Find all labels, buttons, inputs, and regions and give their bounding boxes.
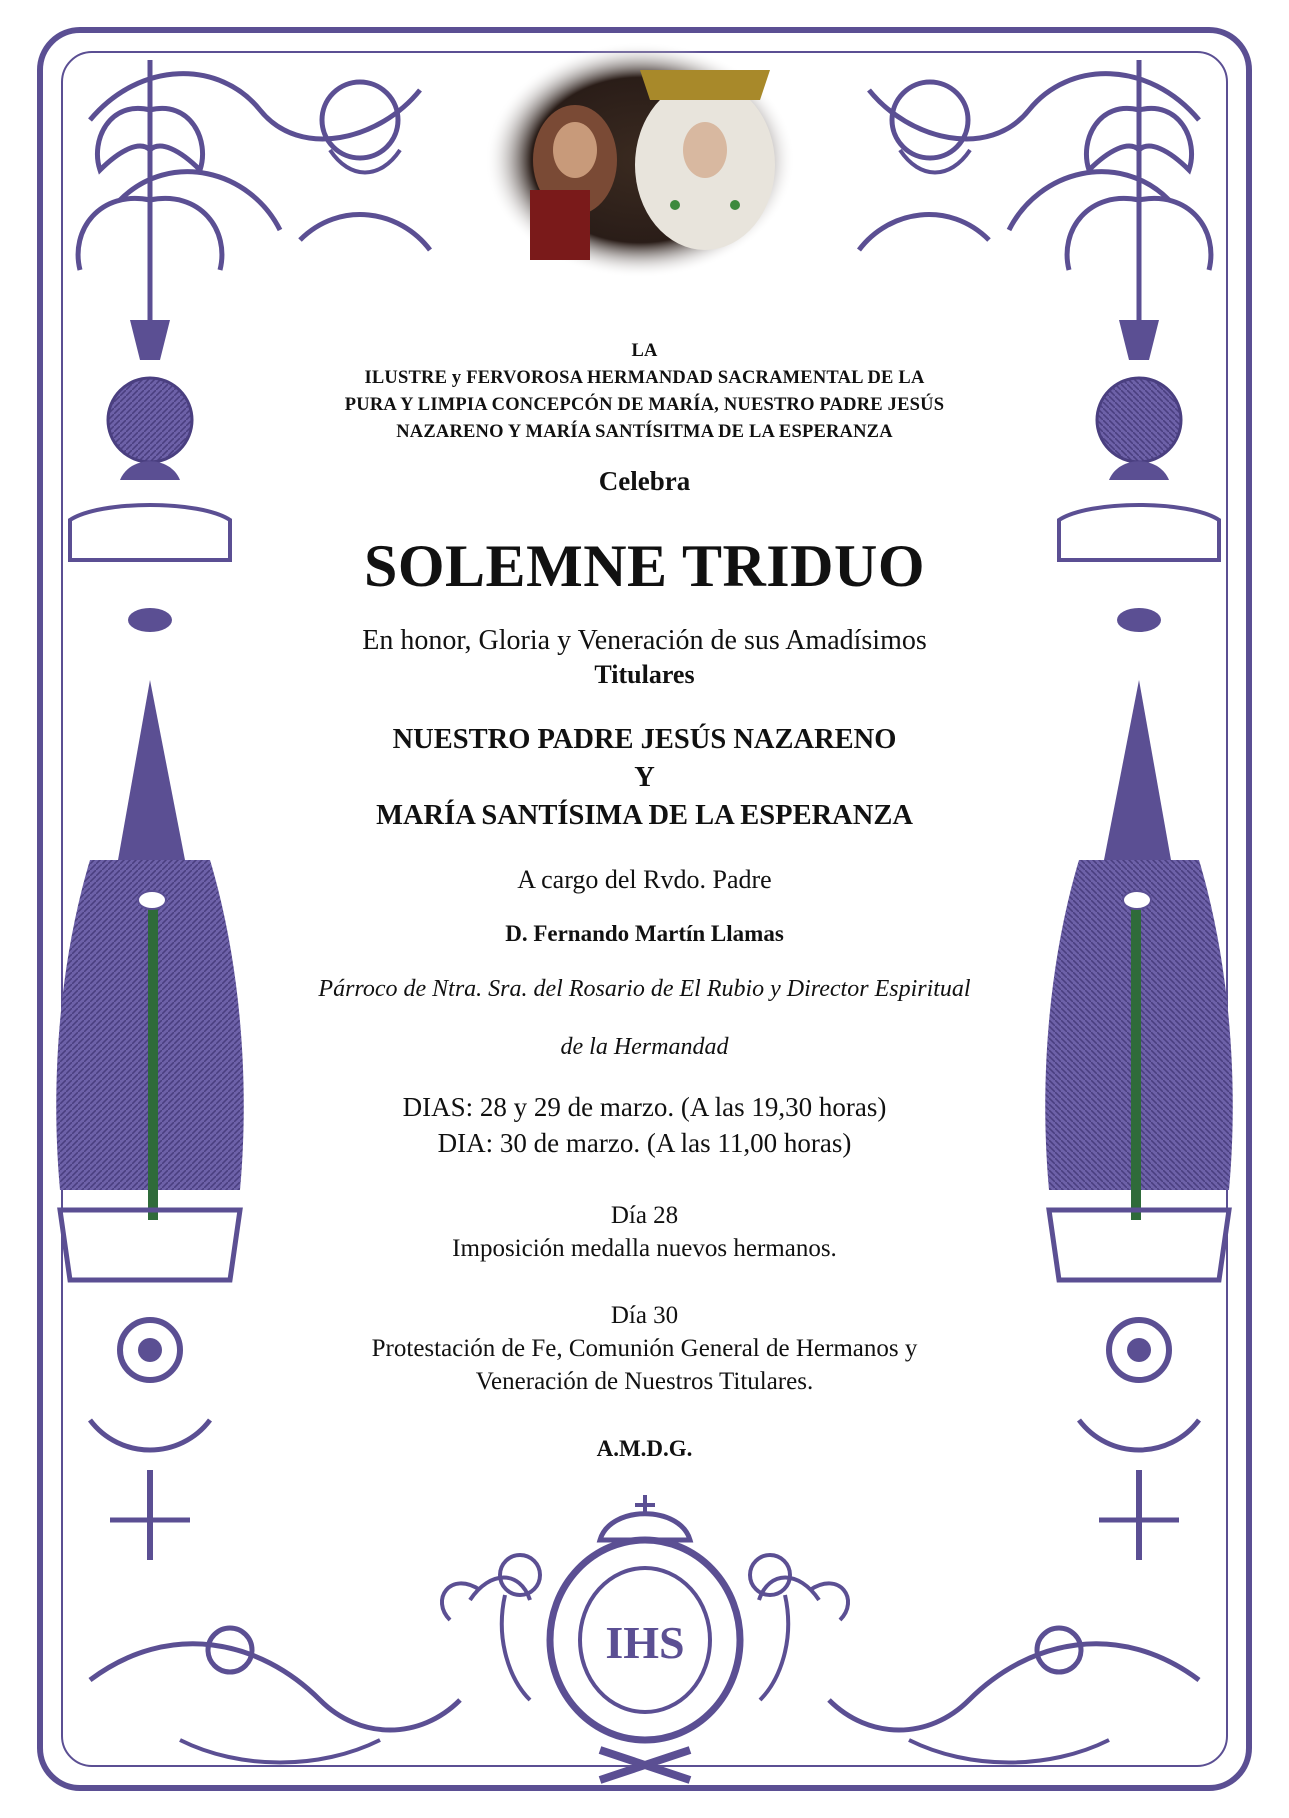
- header-line-3: PURA Y LIMPIA CONCEPCÓN DE MARÍA, NUESTRO PADRE JESÚS: [344, 395, 945, 415]
- day30-text-1: Protestación de Fe, Comunión General de Hermanos y: [371, 1335, 918, 1362]
- ihs-monogram: IHS: [605, 1617, 685, 1668]
- day30-heading: Día 30: [610, 1302, 679, 1329]
- nazareno-penitent-icon: [56, 680, 244, 1220]
- cherub-left-icon: [442, 1555, 540, 1700]
- nazareno-penitent-icon: [1045, 680, 1233, 1220]
- cherub-right-icon: [750, 1555, 848, 1700]
- bottom-ornament: [90, 1578, 1199, 1763]
- header-line-1: LA: [631, 341, 658, 361]
- schedule-line-2: DIA: 30 de marzo. (A las 11,00 horas): [437, 1128, 852, 1158]
- titulares-label: Titulares: [594, 660, 695, 689]
- closing-amdg: A.M.D.G.: [596, 1436, 693, 1461]
- cargo-line: A cargo del Rvdo. Padre: [517, 865, 772, 894]
- ihs-crown-crest-icon: [550, 1495, 740, 1780]
- priest-role-line-1: Párroco de Ntra. Sra. del Rosario de El Rubio y Director Espiritual: [318, 976, 971, 1002]
- portrait-medallion-icon: [485, 42, 795, 278]
- priest-role-line-2: de la Hermandad: [560, 1034, 729, 1060]
- header-line-4: NAZARENO Y MARÍA SANTÍSITMA DE LA ESPERANZA: [396, 422, 893, 442]
- header-line-2: ILUSTRE y FERVOROSA HERMANDAD SACRAMENTAL DE LA: [364, 368, 925, 388]
- titular-conjunction: Y: [634, 762, 655, 793]
- day28-heading: Día 28: [610, 1202, 679, 1229]
- day30-text-2: Veneración de Nuestros Titulares.: [475, 1368, 814, 1395]
- titular-name-2: MARÍA SANTÍSIMA DE LA ESPERANZA: [376, 800, 913, 831]
- titular-name-1: NUESTRO PADRE JESÚS NAZARENO: [392, 724, 897, 755]
- schedule-line-1: DIAS: 28 y 29 de marzo. (A las 19,30 horas): [402, 1092, 887, 1122]
- page-title: SOLEMNE TRIDUO: [363, 533, 925, 599]
- right-column-ornament: [1045, 60, 1233, 1560]
- day28-text: Imposición medalla nuevos hermanos.: [452, 1235, 837, 1262]
- poster-text: [270, 338, 1019, 1462]
- celebra-label: Celebra: [598, 466, 691, 496]
- honor-line: En honor, Gloria y Veneración de sus Amadísimos: [362, 625, 927, 656]
- left-column-ornament: [56, 60, 244, 1560]
- priest-name: D. Fernando Martín Llamas: [505, 921, 784, 946]
